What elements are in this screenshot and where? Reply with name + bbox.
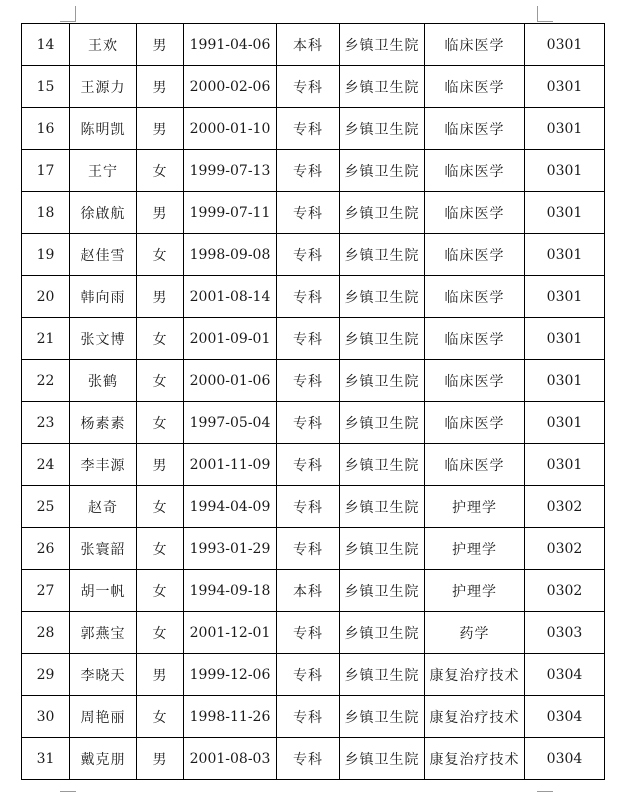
- unit-cell: 乡镇卫生院: [340, 738, 425, 780]
- birthdate-cell: 1991-04-06: [184, 24, 277, 66]
- birthdate-cell: 2001-08-14: [184, 276, 277, 318]
- unit-cell: 乡镇卫生院: [340, 486, 425, 528]
- major-cell: 临床医学: [425, 360, 525, 402]
- table-row: [22, 318, 605, 360]
- gender-cell: 女: [137, 528, 184, 570]
- unit-cell: 乡镇卫生院: [340, 66, 425, 108]
- table-row: [22, 486, 605, 528]
- row-number: 27: [22, 570, 70, 612]
- table-row: [22, 276, 605, 318]
- position-code-cell: 0301: [525, 24, 605, 66]
- position-code-cell: 0301: [525, 108, 605, 150]
- crop-mark-bottom-left: [60, 791, 76, 792]
- birthdate-cell: 1998-09-08: [184, 234, 277, 276]
- table-row: [22, 66, 605, 108]
- education-cell: 专科: [277, 654, 340, 696]
- row-number: 31: [22, 738, 70, 780]
- gender-cell: 女: [137, 234, 184, 276]
- gender-cell: 男: [137, 24, 184, 66]
- education-cell: 专科: [277, 444, 340, 486]
- row-number: 21: [22, 318, 70, 360]
- table-row: [22, 528, 605, 570]
- birthdate-cell: 2000-01-06: [184, 360, 277, 402]
- birthdate-cell: 1997-05-04: [184, 402, 277, 444]
- row-number: 14: [22, 24, 70, 66]
- education-cell: 专科: [277, 612, 340, 654]
- table-row: [22, 444, 605, 486]
- name-cell: 陈明凯: [70, 108, 137, 150]
- name-cell: 李丰源: [70, 444, 137, 486]
- unit-cell: 乡镇卫生院: [340, 24, 425, 66]
- education-cell: 专科: [277, 360, 340, 402]
- gender-cell: 女: [137, 402, 184, 444]
- row-number: 18: [22, 192, 70, 234]
- education-cell: 专科: [277, 276, 340, 318]
- gender-cell: 女: [137, 486, 184, 528]
- birthdate-cell: 2001-09-01: [184, 318, 277, 360]
- row-number: 23: [22, 402, 70, 444]
- position-code-cell: 0301: [525, 402, 605, 444]
- table-row: [22, 234, 605, 276]
- position-code-cell: 0301: [525, 66, 605, 108]
- table-row: [22, 108, 605, 150]
- unit-cell: 乡镇卫生院: [340, 528, 425, 570]
- position-code-cell: 0301: [525, 234, 605, 276]
- unit-cell: 乡镇卫生院: [340, 570, 425, 612]
- name-cell: 李晓天: [70, 654, 137, 696]
- row-number: 19: [22, 234, 70, 276]
- table-row: [22, 738, 605, 780]
- crop-mark-bottom-right: [537, 791, 553, 792]
- gender-cell: 男: [137, 192, 184, 234]
- birthdate-cell: 2001-11-09: [184, 444, 277, 486]
- birthdate-cell: 1993-01-29: [184, 528, 277, 570]
- gender-cell: 女: [137, 612, 184, 654]
- gender-cell: 男: [137, 738, 184, 780]
- major-cell: 康复治疗技术: [425, 696, 525, 738]
- name-cell: 王源力: [70, 66, 137, 108]
- major-cell: 护理学: [425, 528, 525, 570]
- major-cell: 临床医学: [425, 66, 525, 108]
- name-cell: 张寰韶: [70, 528, 137, 570]
- education-cell: 专科: [277, 318, 340, 360]
- unit-cell: 乡镇卫生院: [340, 150, 425, 192]
- education-cell: 专科: [277, 108, 340, 150]
- gender-cell: 女: [137, 150, 184, 192]
- position-code-cell: 0301: [525, 360, 605, 402]
- row-number: 30: [22, 696, 70, 738]
- name-cell: 王宁: [70, 150, 137, 192]
- major-cell: 康复治疗技术: [425, 738, 525, 780]
- position-code-cell: 0303: [525, 612, 605, 654]
- unit-cell: 乡镇卫生院: [340, 318, 425, 360]
- position-code-cell: 0301: [525, 150, 605, 192]
- table-row: [22, 696, 605, 738]
- education-cell: 专科: [277, 192, 340, 234]
- table-row: [22, 360, 605, 402]
- birthdate-cell: 2001-08-03: [184, 738, 277, 780]
- row-number: 22: [22, 360, 70, 402]
- major-cell: 临床医学: [425, 234, 525, 276]
- birthdate-cell: 2000-01-10: [184, 108, 277, 150]
- major-cell: 临床医学: [425, 276, 525, 318]
- row-number: 28: [22, 612, 70, 654]
- education-cell: 专科: [277, 150, 340, 192]
- major-cell: 康复治疗技术: [425, 654, 525, 696]
- birthdate-cell: 1994-04-09: [184, 486, 277, 528]
- name-cell: 郭燕宝: [70, 612, 137, 654]
- row-number: 25: [22, 486, 70, 528]
- table-row: [22, 150, 605, 192]
- major-cell: 护理学: [425, 570, 525, 612]
- row-number: 17: [22, 150, 70, 192]
- unit-cell: 乡镇卫生院: [340, 276, 425, 318]
- birthdate-cell: 1999-07-11: [184, 192, 277, 234]
- name-cell: 戴克朋: [70, 738, 137, 780]
- position-code-cell: 0301: [525, 318, 605, 360]
- name-cell: 张文博: [70, 318, 137, 360]
- position-code-cell: 0302: [525, 528, 605, 570]
- gender-cell: 女: [137, 570, 184, 612]
- education-cell: 专科: [277, 528, 340, 570]
- name-cell: 赵奇: [70, 486, 137, 528]
- gender-cell: 男: [137, 108, 184, 150]
- birthdate-cell: 2000-02-06: [184, 66, 277, 108]
- row-number: 20: [22, 276, 70, 318]
- table-row: [22, 402, 605, 444]
- table-row: [22, 612, 605, 654]
- row-number: 15: [22, 66, 70, 108]
- position-code-cell: 0304: [525, 696, 605, 738]
- crop-mark-top-right-h: [537, 21, 553, 22]
- education-cell: 专科: [277, 738, 340, 780]
- table-row: [22, 654, 605, 696]
- major-cell: 护理学: [425, 486, 525, 528]
- education-cell: 专科: [277, 696, 340, 738]
- unit-cell: 乡镇卫生院: [340, 612, 425, 654]
- birthdate-cell: 2001-12-01: [184, 612, 277, 654]
- birthdate-cell: 1998-11-26: [184, 696, 277, 738]
- position-code-cell: 0304: [525, 738, 605, 780]
- unit-cell: 乡镇卫生院: [340, 360, 425, 402]
- major-cell: 临床医学: [425, 108, 525, 150]
- unit-cell: 乡镇卫生院: [340, 192, 425, 234]
- position-code-cell: 0301: [525, 444, 605, 486]
- gender-cell: 男: [137, 276, 184, 318]
- row-number: 29: [22, 654, 70, 696]
- crop-mark-top-left: [75, 6, 76, 22]
- name-cell: 张鹤: [70, 360, 137, 402]
- table-row: [22, 570, 605, 612]
- unit-cell: 乡镇卫生院: [340, 108, 425, 150]
- position-code-cell: 0301: [525, 276, 605, 318]
- personnel-table: [21, 23, 605, 780]
- education-cell: 专科: [277, 234, 340, 276]
- unit-cell: 乡镇卫生院: [340, 234, 425, 276]
- gender-cell: 男: [137, 444, 184, 486]
- birthdate-cell: 1994-09-18: [184, 570, 277, 612]
- name-cell: 赵佳雪: [70, 234, 137, 276]
- unit-cell: 乡镇卫生院: [340, 444, 425, 486]
- gender-cell: 男: [137, 66, 184, 108]
- birthdate-cell: 1999-12-06: [184, 654, 277, 696]
- major-cell: 临床医学: [425, 24, 525, 66]
- unit-cell: 乡镇卫生院: [340, 654, 425, 696]
- crop-mark-top-left-h: [60, 21, 76, 22]
- position-code-cell: 0304: [525, 654, 605, 696]
- row-number: 24: [22, 444, 70, 486]
- position-code-cell: 0302: [525, 486, 605, 528]
- major-cell: 临床医学: [425, 192, 525, 234]
- name-cell: 徐啟航: [70, 192, 137, 234]
- major-cell: 药学: [425, 612, 525, 654]
- crop-mark-top-right: [537, 6, 538, 22]
- gender-cell: 男: [137, 654, 184, 696]
- name-cell: 杨素素: [70, 402, 137, 444]
- major-cell: 临床医学: [425, 444, 525, 486]
- table-row: [22, 192, 605, 234]
- name-cell: 韩向雨: [70, 276, 137, 318]
- position-code-cell: 0302: [525, 570, 605, 612]
- name-cell: 周艳丽: [70, 696, 137, 738]
- name-cell: 王欢: [70, 24, 137, 66]
- gender-cell: 女: [137, 360, 184, 402]
- education-cell: 专科: [277, 66, 340, 108]
- gender-cell: 女: [137, 318, 184, 360]
- row-number: 26: [22, 528, 70, 570]
- row-number: 16: [22, 108, 70, 150]
- major-cell: 临床医学: [425, 402, 525, 444]
- education-cell: 专科: [277, 486, 340, 528]
- gender-cell: 女: [137, 696, 184, 738]
- education-cell: 专科: [277, 402, 340, 444]
- major-cell: 临床医学: [425, 150, 525, 192]
- birthdate-cell: 1999-07-13: [184, 150, 277, 192]
- education-cell: 本科: [277, 570, 340, 612]
- name-cell: 胡一帆: [70, 570, 137, 612]
- position-code-cell: 0301: [525, 192, 605, 234]
- table-row: [22, 24, 605, 66]
- unit-cell: 乡镇卫生院: [340, 402, 425, 444]
- major-cell: 临床医学: [425, 318, 525, 360]
- unit-cell: 乡镇卫生院: [340, 696, 425, 738]
- education-cell: 本科: [277, 24, 340, 66]
